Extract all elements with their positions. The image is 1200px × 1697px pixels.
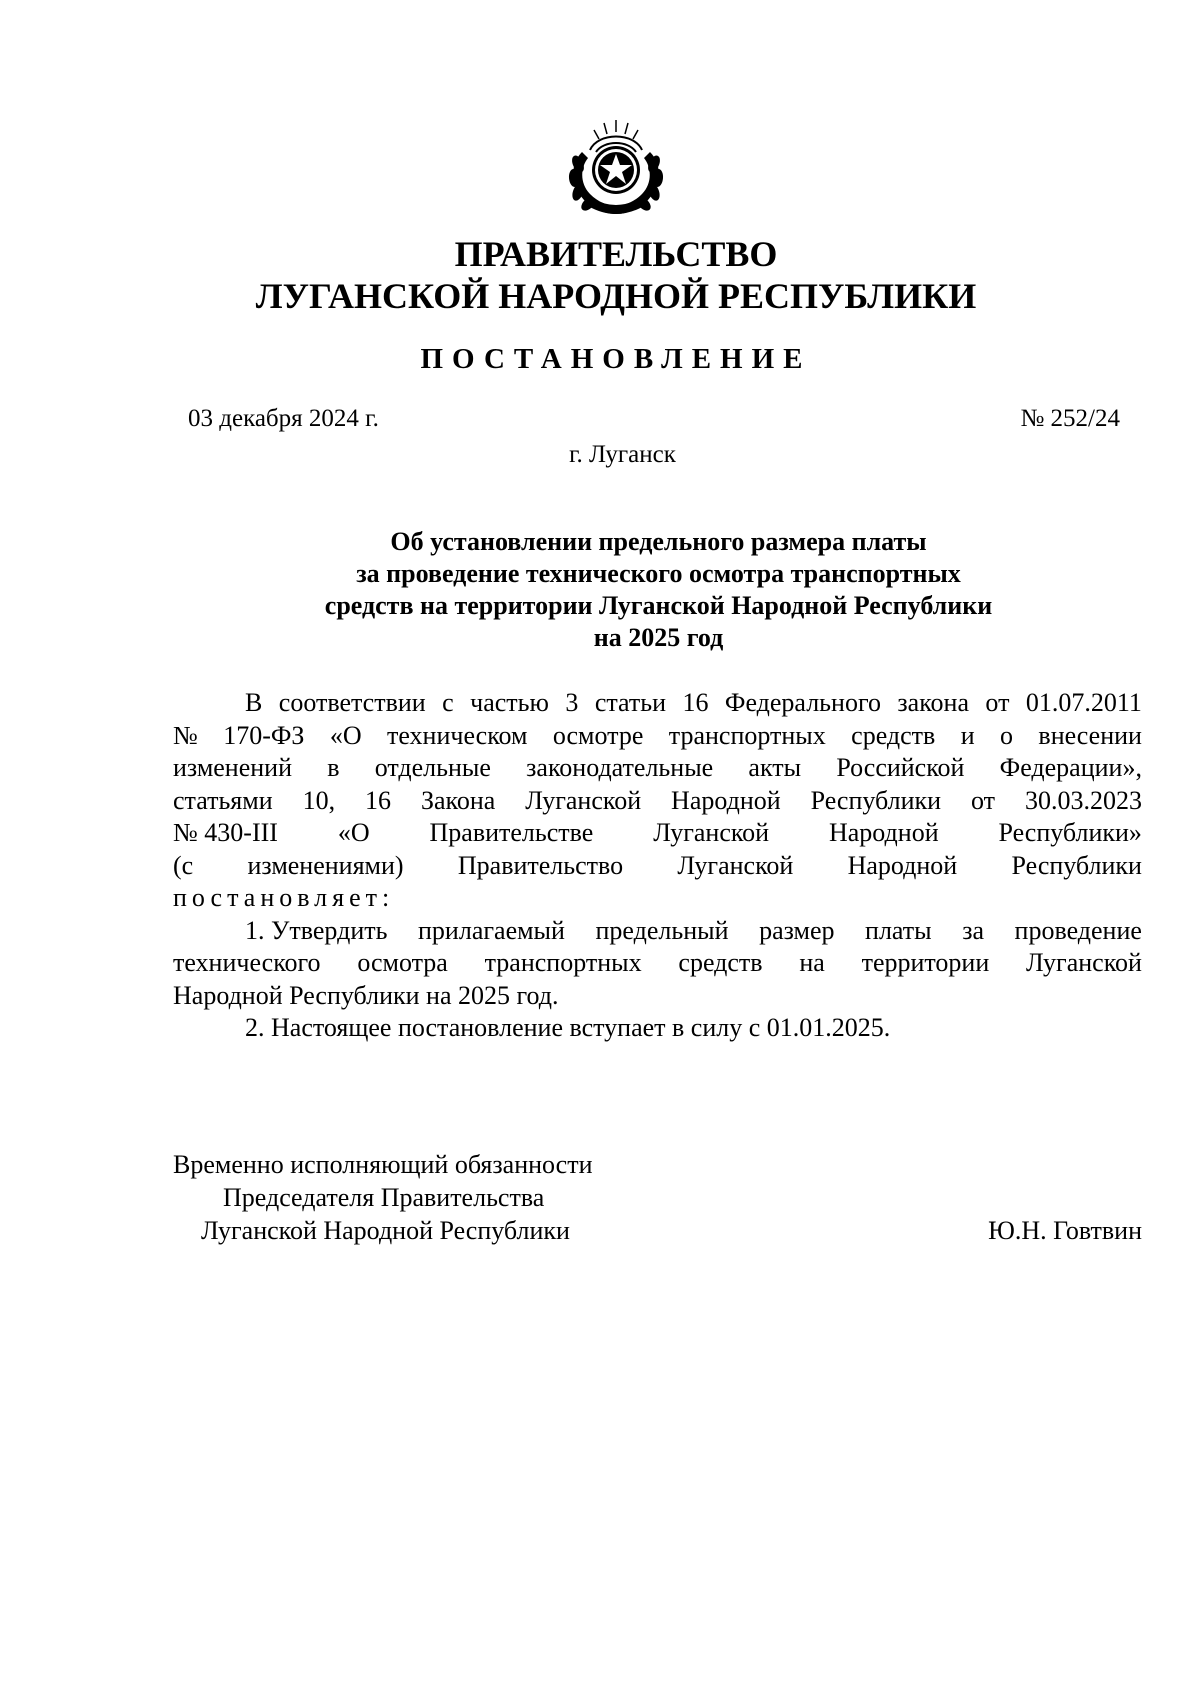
word: изменениями) (247, 850, 404, 880)
word: Народной (671, 785, 781, 815)
preamble-line (173, 850, 1142, 883)
word: от (985, 688, 1010, 717)
word: статьями (173, 785, 273, 815)
preamble-line (173, 817, 1142, 850)
word: территории (861, 948, 990, 977)
word: закона (897, 688, 969, 717)
document-subject (0, 526, 1200, 654)
word: Республики» (998, 818, 1142, 847)
word: средств (678, 948, 763, 977)
word: внесении (1038, 720, 1142, 750)
word: соответствии (278, 688, 426, 717)
document-city: г. Луганск (569, 441, 676, 468)
government-title-line-2: ЛУГАНСКОЙ НАРОДНОЙ РЕСПУБЛИКИ (255, 276, 977, 316)
preamble-line (173, 687, 1142, 720)
word: транспортных (668, 720, 826, 750)
signatory-name: Ю.Н. Говтвин (988, 1216, 1142, 1245)
word: Луганской (677, 850, 794, 880)
document-body (173, 687, 1142, 1045)
word: за (962, 915, 984, 945)
signatory-title-line-2: Председателя Правительства (223, 1183, 545, 1212)
word: 170-ФЗ (223, 720, 305, 750)
word: в (327, 753, 340, 782)
word: № 430-III (173, 818, 278, 847)
word: проведение (1014, 915, 1142, 945)
resolves-word: постановляет: (173, 883, 395, 912)
item-1-line (173, 915, 1142, 948)
word: Республики (1011, 850, 1142, 880)
word: Правительстве (429, 818, 594, 847)
signature-block (173, 1148, 1142, 1247)
word: Правительство (457, 850, 624, 880)
signatory-title-line-1: Временно исполняющий обязанности (173, 1150, 593, 1179)
word: осмотре (552, 720, 644, 750)
word: 30.03.2023 (1024, 785, 1142, 815)
word: транспортных (484, 948, 642, 977)
signatory-title-line-3-text: Луганской Народной Республики (201, 1216, 570, 1245)
word: Федерации», (999, 753, 1142, 782)
word: техническом (387, 720, 528, 750)
lnr-coat-of-arms-emblem-icon (560, 112, 672, 220)
word: законодательные (526, 753, 714, 782)
word: 1. Утвердить (245, 915, 388, 945)
word: Российской (836, 753, 965, 782)
subject-line: за проведение технического осмотра транспортных (356, 559, 961, 588)
preamble-line (173, 720, 1142, 753)
word: Луганской (1026, 948, 1142, 977)
word: 01.07.2011 (1025, 688, 1142, 717)
word: № (173, 720, 198, 750)
signatory-title-line-3 (173, 1214, 1142, 1247)
word: о (1000, 720, 1014, 750)
preamble-line (173, 752, 1142, 785)
word: отдельные (374, 753, 491, 782)
document-date: 03 декабря 2024 г. (188, 405, 379, 432)
word: осмотра (357, 948, 448, 977)
word: Луганской (653, 818, 770, 847)
item-1-line-last: Народной Республики на 2025 год. (173, 980, 559, 1010)
word: В (245, 688, 263, 717)
word: Закона (420, 785, 496, 815)
word: Республики (810, 785, 942, 815)
word: частью (470, 688, 549, 717)
word: Народной (847, 850, 958, 880)
word: от (970, 785, 996, 815)
item-1-line (173, 947, 1142, 980)
subject-line: на 2025 год (593, 623, 724, 652)
preamble-line (173, 785, 1142, 818)
word: прилагаемый (418, 915, 565, 945)
word: на (799, 948, 825, 977)
word: акты (748, 753, 802, 782)
word: 16 (682, 688, 709, 717)
subject-line: Об установлении предельного размера платы (390, 527, 927, 556)
word: (с (173, 850, 194, 880)
word: технического (173, 948, 321, 977)
word: платы (865, 915, 932, 945)
word: и (960, 720, 975, 750)
subject-line: средств на территории Луганской Народной Республики (324, 591, 993, 620)
word: «О (329, 720, 362, 750)
word: статьи (594, 688, 667, 717)
word: «О (337, 818, 370, 847)
word: с (442, 688, 454, 717)
word: 3 (565, 688, 579, 717)
word: изменений (173, 753, 293, 782)
word: размер (759, 915, 835, 945)
word: Луганской (525, 785, 642, 815)
document-number: № 252/24 (1020, 405, 1120, 432)
word: Федерального (724, 688, 881, 717)
word: 16 (365, 785, 392, 815)
document-type-heading: ПОСТАНОВЛЕНИЕ (420, 343, 812, 375)
government-title-line-1: ПРАВИТЕЛЬСТВО (454, 234, 778, 274)
item-2-line: 2. Настоящее постановление вступает в силу с 01.01.2025. (245, 1013, 891, 1042)
word: средств (851, 720, 936, 750)
word: 10, (302, 785, 336, 815)
word: Народной (828, 818, 939, 847)
word: предельный (595, 915, 729, 945)
